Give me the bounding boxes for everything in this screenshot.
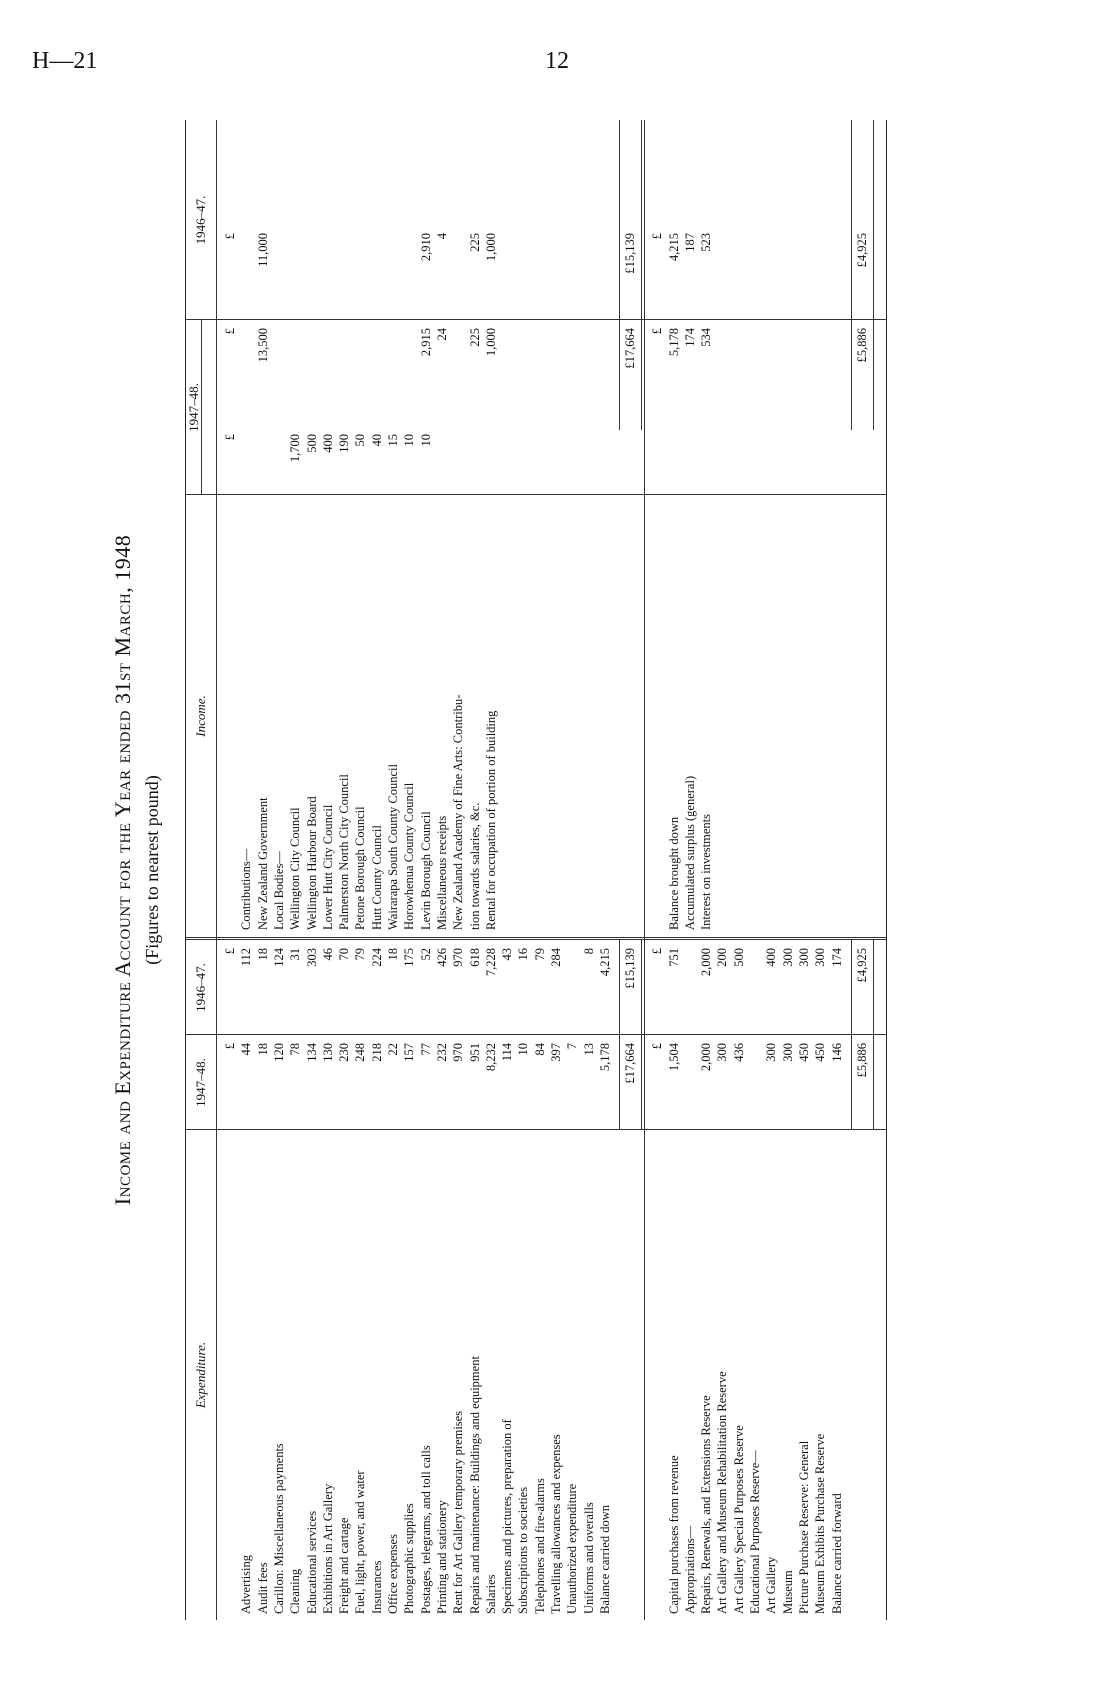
expenditure-row-label: Repairs and maintenance: Buildings and equipment (467, 1356, 482, 1614)
income-row-item: 40 (369, 434, 384, 447)
income-row (336, 120, 352, 1620)
income-row-label: Wairarapa South County Council (386, 764, 400, 930)
income-total-1947-48: £17,664 (623, 328, 638, 369)
appropriation-row (731, 120, 747, 1620)
income-row-label: Hutt County Council (369, 825, 384, 930)
income-appropriation-total-1946-47: £4,925 (854, 233, 869, 268)
expenditure-row-1946-47: 112 (239, 948, 254, 967)
expenditure-row (499, 120, 515, 1620)
income-appropriation-row (682, 120, 698, 1620)
income-row (483, 120, 499, 1620)
section-divider (644, 120, 645, 1620)
expenditure-row-1947-48: 970 (451, 1043, 466, 1062)
income-appropriation-row-1947-48: 5,178 (666, 328, 681, 357)
income-row (304, 120, 320, 1620)
expenditure-row-label: Balance carried down (597, 1505, 612, 1614)
income-row-item: 400 (320, 434, 335, 453)
appropriation-row (780, 120, 796, 1620)
income-row-item: £ (223, 434, 237, 441)
income-row (450, 120, 466, 1620)
income-row-label: New Zealand Government (255, 797, 270, 930)
appropriation-row-1947-48: 300 (780, 1043, 795, 1062)
expenditure-row-label: Carillon: Miscellaneous payments (271, 1443, 286, 1614)
income-row-label: Miscellaneous receipts (434, 815, 449, 930)
expenditure-row-1946-47: 7,228 (483, 948, 498, 977)
appropriation-row-label: Art Gallery Special Purposes Reserve (731, 1425, 746, 1614)
appropriation-total-1947-48: £5,886 (854, 1043, 869, 1078)
income-row-1946-47: 2,910 (418, 233, 433, 262)
expenditure-row-1947-48: 397 (549, 1043, 563, 1062)
expenditure-row-label: Office expenses (386, 1534, 400, 1614)
expenditure-row-1947-48: 78 (288, 1043, 303, 1056)
expenditure-row-1947-48: 8,232 (483, 1043, 498, 1072)
expenditure-row (597, 120, 613, 1620)
income-row-item: 10 (418, 434, 433, 447)
expenditure-row-1946-47: 8 (581, 948, 596, 955)
expenditure-row-label: Exhibitions in Art Gallery (320, 1483, 335, 1614)
expenditure-col-1947: 1947–48. (193, 1058, 208, 1107)
income-row (467, 120, 483, 1620)
expenditure-row-1947-48: 134 (304, 1043, 319, 1062)
income-row-1947-48: 13,500 (255, 328, 270, 363)
expenditure-row-1947-48: £ (223, 1043, 237, 1050)
income-row-label: Local Bodies— (271, 851, 286, 930)
expenditure-row-1947-48: 44 (239, 1043, 254, 1056)
income-row-label: Palmerston North City Council (337, 774, 352, 930)
expenditure-row-1947-48: 13 (581, 1043, 596, 1056)
expenditure-row-1947-48: 114 (500, 1043, 515, 1062)
expenditure-row-1947-48: 120 (271, 1043, 286, 1062)
income-appropriation-row-label: Interest on investments (699, 814, 714, 930)
header-rule (216, 120, 217, 1620)
expenditure-row-1947-48: 77 (418, 1043, 433, 1056)
appropriation-row-label: Capital purchases from revenue (666, 1455, 681, 1614)
expenditure-heading: Expenditure. (193, 1341, 208, 1409)
expenditure-row (564, 120, 580, 1620)
income-appropriation-row-1946-47: 4,215 (666, 233, 681, 262)
income-row (385, 120, 401, 1620)
expenditure-row-1946-47: 16 (516, 948, 531, 961)
income-heading: Income. (193, 695, 208, 737)
appropriation-row-1946-47: 300 (796, 948, 811, 967)
income-appropriation-row-label: Balance brought down (666, 816, 681, 930)
income-total-1946-47: £15,139 (623, 233, 638, 274)
income-row-1946-47: 1,000 (483, 233, 498, 262)
expenditure-row-label: Advertising (239, 1554, 254, 1614)
income-appropriation-total-1947-48: £5,886 (854, 328, 869, 363)
income-appropriation-row-1947-48: 174 (682, 328, 697, 347)
expenditure-row-1946-47: 52 (418, 948, 433, 961)
income-appropriation-row-label: Accumulated surplus (general) (682, 775, 697, 930)
income-row-1946-47: 11,000 (255, 233, 270, 267)
expenditure-row-1947-48: 18 (255, 1043, 270, 1056)
rotated-account-page (100, 120, 920, 1620)
appropriation-row-1946-47: 500 (731, 948, 746, 967)
expenditure-row-label: Photographic supplies (402, 1503, 417, 1614)
expenditure-row-label: Telephones and fire-alarms (532, 1478, 547, 1614)
expenditure-row-1946-47: 303 (304, 948, 319, 967)
expenditure-total-1946-47: £15,139 (623, 948, 638, 989)
expenditure-row-label: Insurances (369, 1560, 384, 1614)
expenditure-row (515, 120, 531, 1620)
expenditure-row-label: Specimens and pictures, preparation of (500, 1419, 515, 1614)
income-row-label: Petone Borough Council (353, 806, 368, 930)
income-row-label: Horowhenua County Council (402, 782, 417, 930)
appropriation-row-1947-48: 436 (731, 1043, 746, 1062)
income-row-label: tion towards salaries, &c. (467, 802, 482, 930)
income-row-item: 500 (304, 434, 319, 453)
expenditure-row-1947-48: 22 (386, 1043, 400, 1056)
income-row (320, 120, 336, 1620)
account-subtitle: (Figures to nearest pound) (142, 775, 162, 965)
expenditure-row-1947-48: 248 (353, 1043, 368, 1062)
appropriation-row-1946-47: 2,000 (699, 948, 714, 977)
appropriation-row (747, 120, 763, 1620)
income-row-1947-48: £ (223, 328, 237, 335)
expenditure-row (532, 120, 548, 1620)
appropriation-row-label: Educational Purposes Reserve— (748, 1450, 762, 1614)
income-row-1947-48: 2,915 (418, 328, 433, 357)
appropriation-total-underline (873, 940, 874, 1130)
expenditure-col-1946: 1946–47. (193, 963, 208, 1012)
expenditure-row-1946-47: 70 (337, 948, 352, 961)
appropriation-row-label: Repairs, Renewals, and Extensions Reserve (699, 1395, 714, 1614)
income-row-item: 50 (353, 434, 368, 447)
expenditure-row-label: Uniforms and overalls (581, 1502, 596, 1614)
income-row-label: Wellington City Council (288, 807, 303, 930)
income-row-1946-47: 225 (467, 233, 482, 252)
expenditure-row-1947-48: 5,178 (597, 1043, 612, 1072)
income-total-rule (619, 120, 620, 430)
expenditure-row-label: Travelling allowances and expenses (549, 1434, 563, 1614)
appropriation-row-label: Balance carried forward (829, 1493, 844, 1614)
income-appropriation-row-1946-47: £ (650, 233, 665, 240)
expenditure-row-label: Educational services (304, 1510, 319, 1614)
appropriation-row-1946-47: 751 (666, 948, 681, 967)
appropriation-total-1946-47: £4,925 (854, 948, 869, 983)
appropriation-row-1947-48: £ (650, 1043, 665, 1050)
income-appropriation-row-1947-48: £ (650, 328, 665, 335)
expenditure-row-1947-48: 84 (532, 1043, 547, 1056)
expenditure-row-label: Rent for Art Gallery temporary premises (451, 1410, 466, 1614)
expenditure-row-label: Freight and cartage (337, 1517, 352, 1614)
expenditure-row-label: Unauthorized expenditure (565, 1483, 580, 1614)
income-appropriation-row (649, 120, 665, 1620)
expenditure-row-1947-48: 10 (516, 1043, 531, 1056)
appropriation-row-1947-48: 450 (813, 1043, 828, 1062)
expenditure-row-1946-47: 31 (288, 948, 303, 961)
income-row-1946-47: 4 (434, 233, 449, 240)
income-col-1946: 1946–47. (193, 195, 208, 245)
expenditure-row-1947-48: 7 (565, 1043, 580, 1050)
expenditure-row-1946-47: 43 (500, 948, 515, 961)
income-appropriation-row (698, 120, 714, 1620)
income-row-1947-48: 1,000 (483, 328, 498, 357)
income-row (369, 120, 385, 1620)
expenditure-row-1946-47: 18 (386, 948, 400, 961)
page-number: 12 (545, 48, 569, 74)
appropriation-row-label: Art Gallery (764, 1556, 779, 1614)
appropriation-row-1947-48: 146 (829, 1043, 844, 1062)
appropriation-row-1947-48: 2,000 (699, 1043, 714, 1072)
expenditure-row-1947-48: 157 (402, 1043, 417, 1062)
appropriation-total-rule (851, 940, 852, 1130)
income-appropriation-row-1946-47: 523 (699, 233, 714, 252)
appropriation-row-label: Picture Purchase Reserve: General (796, 1440, 811, 1614)
expenditure-row-label: Fuel, light, power, and water (353, 1470, 368, 1614)
expenditure-row-1946-47: 175 (402, 948, 417, 967)
income-row (271, 120, 287, 1620)
expenditure-row-1946-47: 79 (353, 948, 368, 961)
expenditure-total-1947-48: £17,664 (623, 1043, 638, 1084)
appropriation-row-1947-48: 300 (764, 1043, 779, 1062)
expenditure-row-1946-47: 426 (434, 948, 449, 967)
expenditure-row-1946-47: 224 (369, 948, 384, 967)
appropriation-row (812, 120, 828, 1620)
expenditure-row-label: Cleaning (288, 1568, 303, 1614)
expenditure-row (581, 120, 597, 1620)
appropriation-row-1946-47: 200 (715, 948, 730, 967)
income-appropriation-row-1946-47: 187 (682, 233, 697, 252)
income-row (352, 120, 368, 1620)
appropriation-row-1946-47: £ (650, 948, 665, 955)
total-row (622, 120, 638, 1620)
expenditure-row-1946-47: 46 (320, 948, 335, 961)
account-title: Income and Expenditure Account for the Year ended 31st March, 1948 (110, 534, 135, 1206)
expenditure-row-label: Audit fees (255, 1562, 270, 1614)
income-row-1946-47: £ (223, 233, 237, 240)
appropriation-row (763, 120, 779, 1620)
income-row (238, 120, 254, 1620)
income-row-label: New Zealand Academy of Fine Arts: Contribu- (451, 694, 466, 930)
document-reference: H—21 (32, 48, 98, 74)
appropriation-row (796, 120, 812, 1620)
expenditure-row-1946-47: 79 (532, 948, 547, 961)
expenditure-row-label: Printing and stationery (434, 1500, 449, 1614)
expenditure-row-1946-47: 4,215 (597, 948, 612, 977)
income-appropriation-row-1947-48: 534 (699, 328, 714, 347)
income-row (287, 120, 303, 1620)
expenditure-row-1947-48: 232 (434, 1043, 449, 1062)
income-row-label: Levin Borough Council (418, 811, 433, 930)
income-row-1947-48: 24 (434, 328, 449, 341)
expenditure-row-1947-48: 130 (320, 1043, 335, 1062)
income-appropriation-total-underline (873, 120, 874, 430)
appropriation-total-row (854, 120, 870, 1620)
income-row-1947-48: 225 (467, 328, 482, 347)
appropriation-row (714, 120, 730, 1620)
income-row-item: 190 (337, 434, 352, 453)
appropriation-row-label: Art Gallery and Museum Rehabilitation Reserve (715, 1371, 730, 1614)
expenditure-row-label: Postages, telegrams, and toll calls (418, 1445, 433, 1614)
appropriation-row-1947-48: 1,504 (666, 1043, 681, 1072)
income-row-item: 1,700 (288, 434, 303, 463)
appropriation-row-label: Museum (780, 1570, 795, 1614)
appropriation-row-label: Museum Exhibits Purchase Reserve (813, 1433, 828, 1614)
appropriation-row-label: Appropriations— (682, 1525, 697, 1614)
income-total-underline (641, 120, 642, 430)
expenditure-row (548, 120, 564, 1620)
income-row-label: Contributions— (239, 848, 254, 930)
expenditure-row-1946-47: 618 (467, 948, 482, 967)
appropriation-row-1946-47: 300 (780, 948, 795, 967)
expenditure-row-1946-47: 284 (549, 948, 563, 967)
expenditure-row-1946-47: 970 (451, 948, 466, 967)
income-row (222, 120, 238, 1620)
income-row (434, 120, 450, 1620)
expenditure-row-label: Salaries (483, 1574, 498, 1614)
income-row (418, 120, 434, 1620)
expenditure-total-rule (619, 940, 620, 1130)
income-appropriation-total-rule (851, 120, 852, 430)
header-split-rule (201, 320, 202, 495)
expenditure-row-1947-48: 230 (337, 1043, 352, 1062)
expenditure-row-1946-47: 18 (255, 948, 270, 961)
appropriation-row-1946-47: 300 (813, 948, 828, 967)
income-row-label: Wellington Harbour Board (304, 796, 319, 930)
income-row-label: Lower Hutt City Council (320, 804, 335, 930)
expenditure-row-1946-47: 124 (271, 948, 286, 967)
appropriation-row-1947-48: 300 (715, 1043, 730, 1062)
expenditure-row-1947-48: 951 (467, 1043, 482, 1062)
expenditure-row-1946-47: £ (223, 948, 237, 955)
income-row-item: 10 (402, 434, 417, 447)
appropriation-row-1946-47: 400 (764, 948, 779, 967)
expenditure-row-1947-48: 218 (369, 1043, 384, 1062)
income-row-item: 15 (386, 434, 400, 447)
expenditure-row-label: Subscriptions to societies (516, 1486, 531, 1614)
appropriation-row (829, 120, 845, 1620)
appropriation-row-1946-47: 174 (829, 948, 844, 967)
appropriation-row-1947-48: 450 (796, 1043, 811, 1062)
income-col-1947: 1947–48. (186, 383, 201, 432)
income-row (255, 120, 271, 1620)
expenditure-total-underline (641, 940, 642, 1130)
account-table (185, 120, 887, 1620)
income-row (401, 120, 417, 1620)
income-row-label: Rental for occupation of portion of building (483, 710, 498, 930)
income-appropriation-row (666, 120, 682, 1620)
